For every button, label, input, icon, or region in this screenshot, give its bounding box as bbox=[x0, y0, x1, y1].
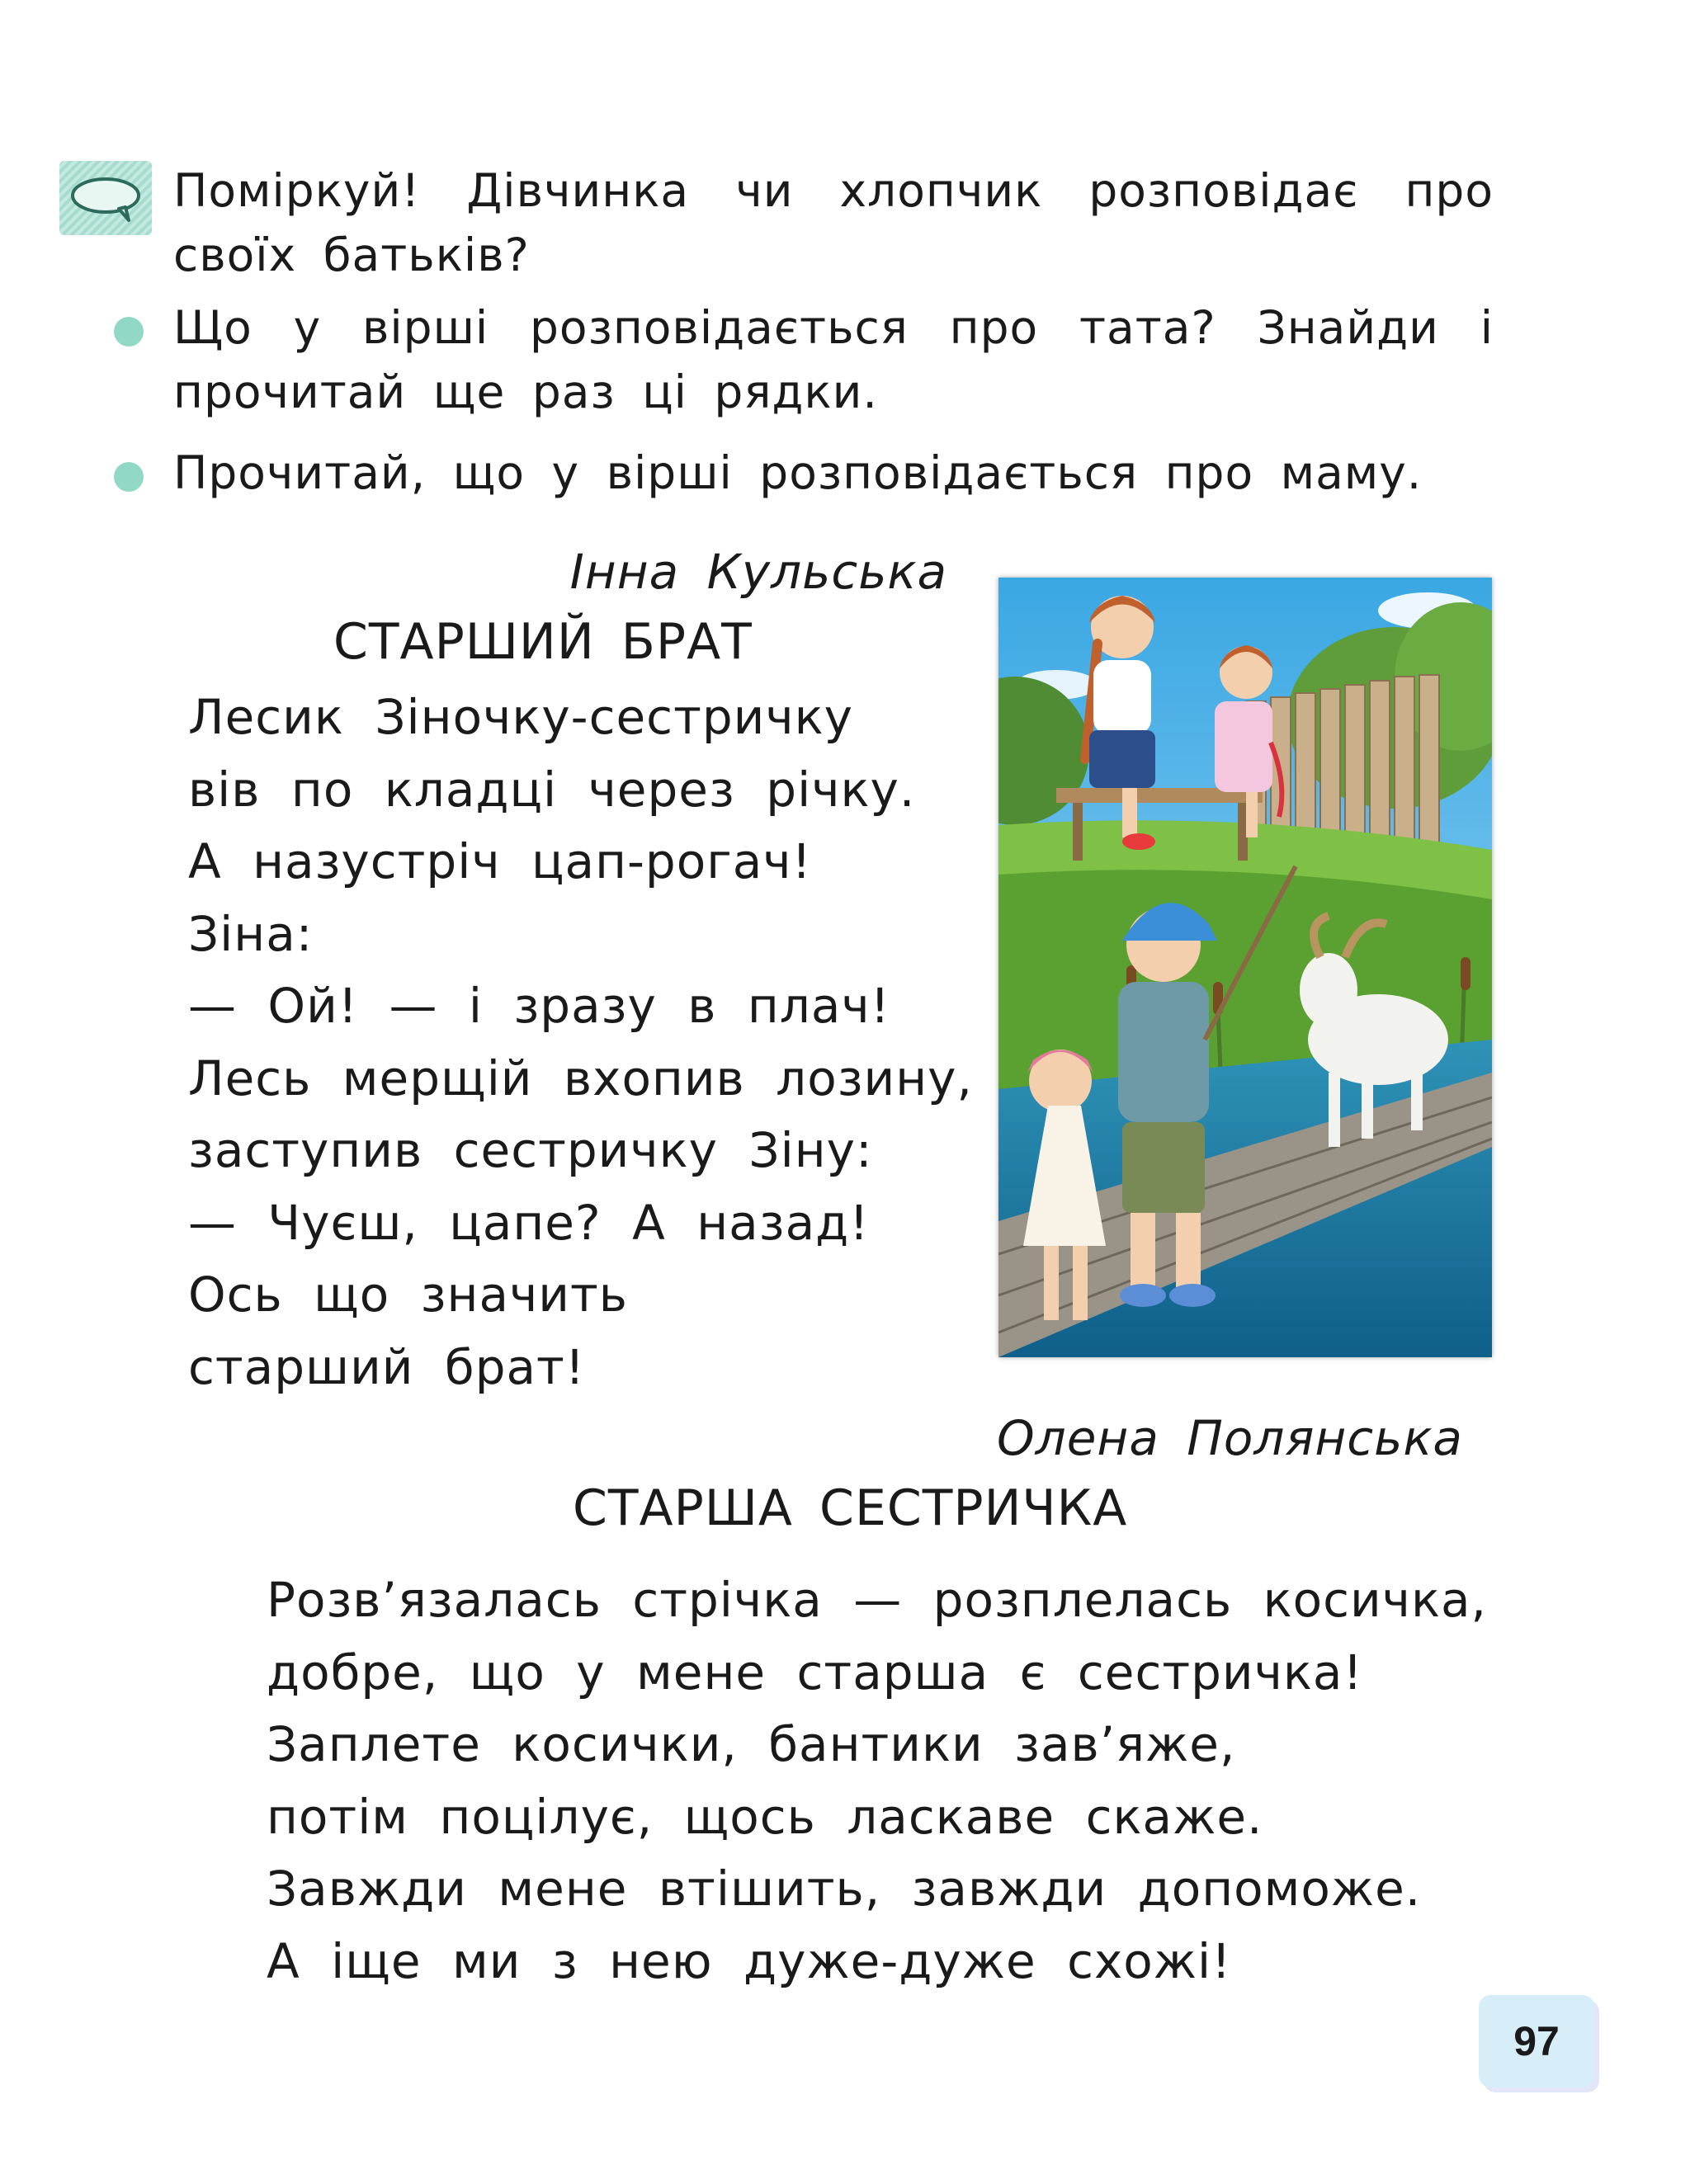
discussion-icon bbox=[59, 161, 152, 235]
poem1-text bbox=[188, 682, 973, 1403]
poem-line: заступив сестричку Зіну: bbox=[188, 1122, 873, 1178]
poem2-author: Олена Полянська bbox=[997, 1410, 1463, 1466]
poem-line: — Ой! — і зразу в плач! bbox=[188, 978, 890, 1034]
poem-line: потім поцілує, щось ласкаве скаже. bbox=[267, 1788, 1263, 1845]
poem-line: А іще ми з нею дуже-дуже схожі! bbox=[267, 1932, 1232, 1989]
poem1-title: СТАРШИЙ БРАТ bbox=[333, 613, 753, 671]
poem-line: Лесик Зіночку-сестричку bbox=[188, 689, 853, 745]
poem-line: — Чуєш, цапе? А назад! bbox=[188, 1194, 870, 1251]
poem-line: старший брат! bbox=[188, 1338, 586, 1395]
poem-line: Ось що значить bbox=[188, 1267, 628, 1323]
poem-line: Заплете косички, бантики зав’яже, bbox=[267, 1716, 1236, 1772]
bullet-dot bbox=[114, 317, 144, 347]
poem-line: А назустріч цап-рогач! bbox=[188, 833, 812, 889]
bullet-dot bbox=[114, 462, 144, 492]
poem1-author: Інна Кульська bbox=[569, 544, 947, 600]
page-number: 97 bbox=[1513, 2018, 1560, 2064]
poem-line: Завжди мене втішить, завжди допоможе. bbox=[267, 1861, 1422, 1917]
poem2-title: СТАРША СЕСТРИЧКА bbox=[573, 1479, 1128, 1537]
poem-line: Лесь мерщій вхопив лозину, bbox=[188, 1050, 973, 1106]
poem-line: вів по кладці через річку. bbox=[188, 761, 916, 818]
question-think: Поміркуй! Дівчинка чи хлопчик розповідає про своїх батьків? bbox=[173, 164, 1494, 281]
question-mother: Прочитай, що у вірші розповідається про маму. bbox=[173, 446, 1423, 499]
page-number-badge bbox=[1479, 1995, 1594, 2087]
poem-line: Зіна: bbox=[188, 905, 314, 962]
illustration-children-and-goat bbox=[998, 578, 1492, 1357]
poem2-text bbox=[267, 1564, 1487, 1998]
poem-line: Розв’язалась стрічка — розплелась косичка, bbox=[267, 1572, 1487, 1628]
poem-line: добре, що у мене старша є сестричка! bbox=[267, 1644, 1363, 1701]
question-father: Що у вірші розповідається про тата? Знайди і прочитай ще раз ці рядки. bbox=[173, 301, 1494, 418]
